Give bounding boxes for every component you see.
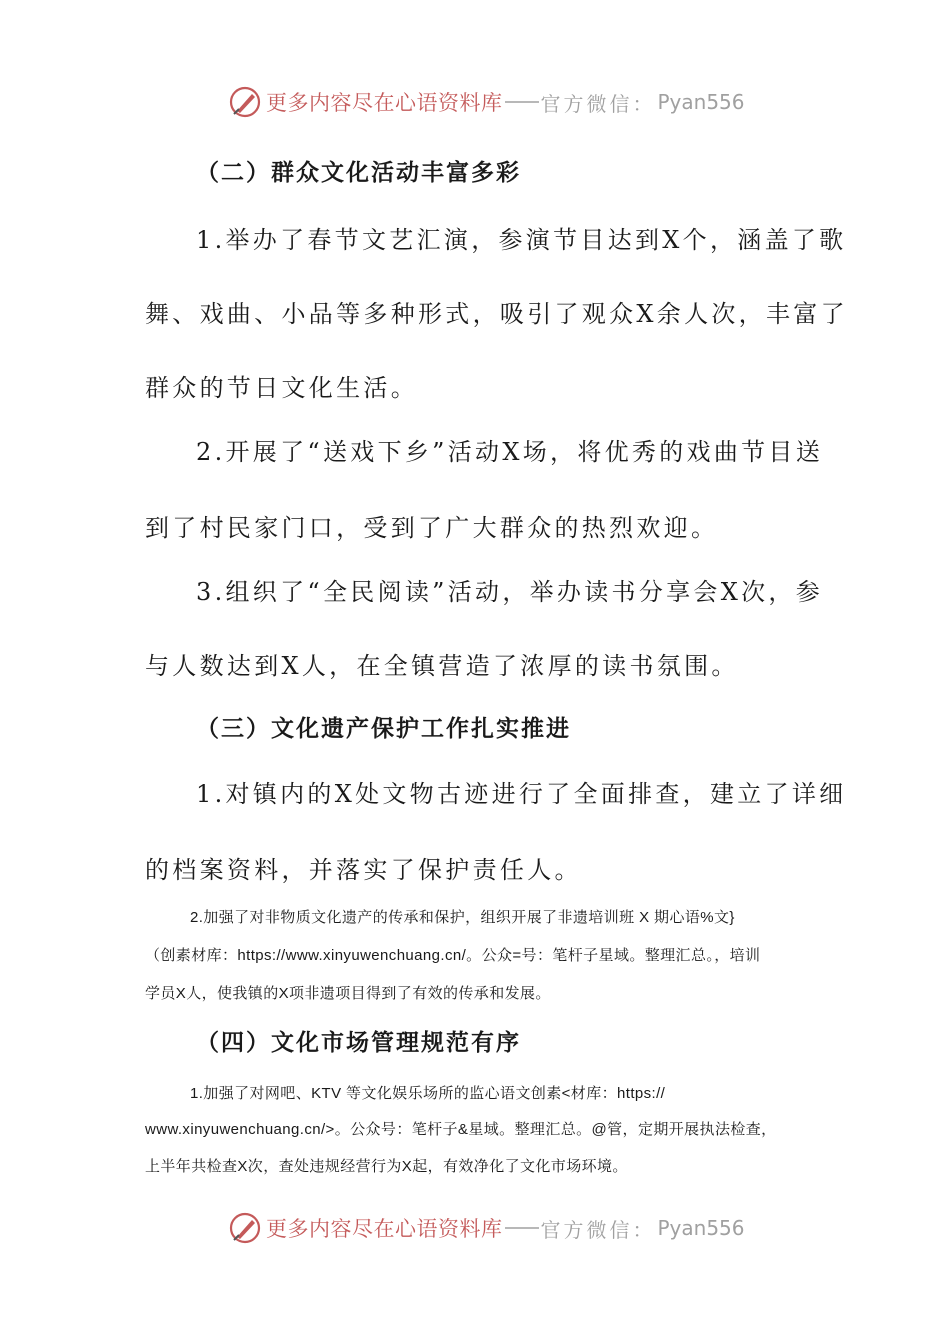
- banner-wechat-label: 官方微信：: [540, 1217, 656, 1242]
- paragraph-line: 1.对镇内的X处文物古迹进行了全面排查，建立了详细: [196, 780, 847, 808]
- section-heading-3: （三）文化遗产保护工作扎实推进: [196, 716, 571, 742]
- paragraph-line-small: 上半年共检查X次，查处违规经营行为X起，有效净化了文化市场环境。: [145, 1158, 628, 1175]
- paragraph-line: 与人数达到X人，在全镇营造了浓厚的读书氛围。: [145, 652, 739, 680]
- paragraph-line: 到了村民家门口，受到了广大群众的热烈欢迎。: [145, 514, 719, 542]
- paragraph-line: 群众的节日文化生活。: [145, 374, 418, 402]
- banner-wechat-id: Pyan556: [657, 1216, 745, 1240]
- quill-logo-icon: [228, 1211, 262, 1245]
- quill-logo-icon: [228, 85, 262, 119]
- paragraph-line-small: 1.加强了对网吧、KTV 等文化娱乐场所的监心语文创素<材库：https://: [190, 1085, 666, 1102]
- banner-text: 更多内容尽在心语资料库: [266, 91, 503, 115]
- paragraph-line-small: 2.加强了对非物质文化遗产的传承和保护，组织开展了非遗培训班 X 期心语%文}: [190, 909, 735, 926]
- paragraph-line-small: 学员X人，使我镇的X项非遗项目得到了有效的传承和发展。: [145, 985, 551, 1002]
- paragraph-line: 3.组织了“全民阅读”活动，举办读书分享会X次，参: [196, 578, 824, 606]
- paragraph-line: 1.举办了春节文艺汇演，参演节目达到X个，涵盖了歌: [196, 226, 847, 254]
- paragraph-line-small: www.xinyuwenchuang.cn/>。公众号：笔杆子&星域。整理汇总。@管，定期开展执法检查，: [145, 1121, 777, 1138]
- banner-dash: [505, 1227, 539, 1229]
- paragraph-line: 舞、戏曲、小品等多种形式，吸引了观众X余人次，丰富了: [145, 300, 848, 328]
- banner-dash: [505, 101, 539, 103]
- watermark-banner-top: [228, 82, 748, 122]
- section-heading-4: （四）文化市场管理规范有序: [196, 1030, 521, 1056]
- banner-text: 更多内容尽在心语资料库: [266, 1217, 503, 1241]
- paragraph-line-small: （创素材库：https://www.xinyuwenchuang.cn/。公众=号：笔杆子星域。整理汇总。，培训: [145, 947, 761, 964]
- watermark-banner-bottom: [228, 1208, 748, 1248]
- paragraph-line: 2.开展了“送戏下乡”活动X场，将优秀的戏曲节目送: [196, 438, 824, 466]
- section-heading-2: （二）群众文化活动丰富多彩: [196, 160, 521, 186]
- banner-wechat-label: 官方微信：: [540, 91, 656, 116]
- banner-wechat-id: Pyan556: [657, 90, 745, 114]
- paragraph-line: 的档案资料，并落实了保护责任人。: [145, 856, 582, 884]
